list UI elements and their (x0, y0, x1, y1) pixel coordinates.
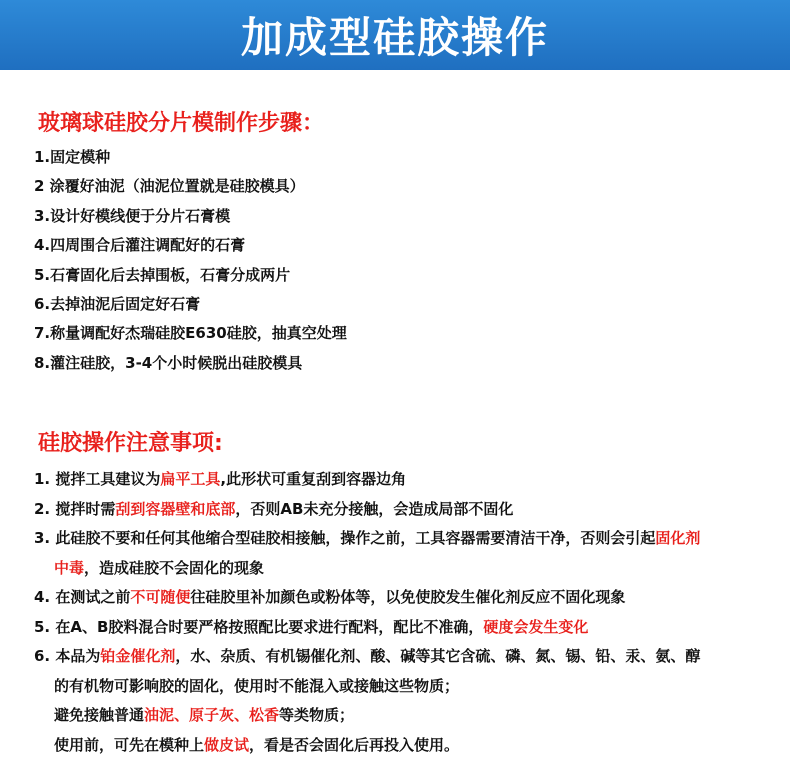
notes-list (34, 465, 700, 760)
list-item: 5.石膏固化后去掉围板，石膏分成两片 (34, 265, 291, 284)
list-item: 8.灌注硅胶，3-4个小时候脱出硅胶模具 (34, 353, 303, 372)
list-item (34, 642, 700, 760)
note-text: 1. 搅拌工具建议为 (34, 470, 161, 488)
note-text: 6. 本品为 (34, 647, 101, 665)
note-highlight: 硬度会发生变化 (483, 617, 589, 636)
note-text: ，否则AB未充分接触，会造成局部不固化 (235, 499, 514, 518)
list-item (34, 613, 700, 643)
list-item (34, 524, 700, 583)
note-highlight: 不可随便 (130, 588, 191, 606)
section-title-steps: 玻璃球硅胶分片模制作步骤： (38, 111, 325, 136)
note-highlight: 做皮试 (204, 735, 250, 754)
list-item: 1.固定模种 (34, 148, 111, 166)
note-highlight: 中毒 (54, 558, 85, 577)
note-text: 的有机物可影响胶的固化，使用时不能混入或接触这些物质； (54, 676, 460, 695)
list-item (34, 465, 700, 495)
list-item: 2 涂覆好油泥（油泥位置就是硅胶模具） (34, 177, 305, 196)
page-title: 加成型硅胶操作 (240, 13, 549, 62)
note-text: ，水、杂质、有机锡催化剂、酸、碱等其它含硫、磷、氮、锡、铅、汞、氨、醇 (175, 647, 701, 665)
note-text: 5. 在A、B胶料混合时要严格按照配比要求进行配料，配比不准确， (34, 617, 484, 636)
steps-list (34, 143, 347, 378)
note-text: ，造成硅胶不会固化的现象 (84, 558, 265, 577)
list-item (34, 495, 700, 525)
note-text: 等类物质； (279, 706, 355, 724)
note-highlight: 铂金催化剂 (100, 647, 176, 665)
note-highlight: 固化剂 (655, 529, 701, 547)
list-item: 6.去掉油泥后固定好石膏 (34, 294, 201, 313)
list-item: 3.设计好模线便于分片石膏模 (34, 206, 231, 225)
header-banner (0, 0, 790, 70)
note-text: ，看是否会固化后再投入使用。 (249, 735, 460, 754)
note-highlight: 扁平工具 (160, 470, 221, 488)
note-text: 2. 搅拌时需 (34, 499, 116, 518)
list-item (34, 583, 700, 613)
note-text: 往硅胶里补加颜色或粉体等，以免使胶发生催化剂反应不固化现象 (190, 588, 626, 606)
note-text: 3. 此硅胶不要和任何其他缩合型硅胶相接触，操作之前，工具容器需要清洁干净，否则会引起 (34, 529, 656, 547)
note-text: 避免接触普通 (54, 706, 145, 724)
note-text: 4. 在测试之前 (34, 588, 131, 606)
note-highlight: 刮到容器壁和底部 (115, 499, 236, 518)
note-text: 使用前，可先在模种上 (54, 735, 205, 754)
list-item: 7.称量调配好杰瑞硅胶E630硅胶，抽真空处理 (34, 324, 347, 343)
list-item: 4.四周围合后灌注调配好的石膏 (34, 236, 246, 255)
note-highlight: 油泥、原子灰、松香 (144, 706, 280, 724)
note-text: ,此形状可重复刮到容器边角 (220, 470, 407, 488)
section-title-notes: 硅胶操作注意事项: (38, 431, 223, 456)
